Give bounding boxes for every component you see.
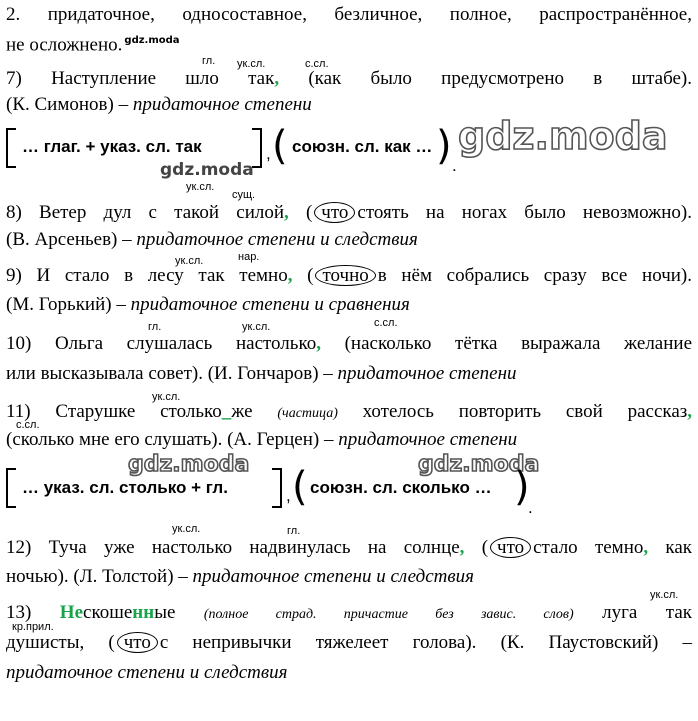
comma-mark: ,	[287, 265, 293, 286]
watermark-logo: gdz.moda	[458, 114, 668, 158]
sentence-source: или высказывала совет). (И. Гончаров) –	[6, 363, 333, 384]
sentence-11-line-2	[6, 429, 692, 451]
sentence-text: (насколько тётка выражала желание	[344, 333, 693, 354]
comma-mark: ,	[687, 401, 693, 422]
grammar-note: (частица)	[277, 406, 338, 421]
sentence-text: 7) Наступление шло так	[6, 68, 275, 89]
grammar-note: (полное страд. причастие без завис. слов)	[203, 607, 574, 622]
sentence-text: 12) Туча уже настолько надвинулась на солнце	[6, 537, 460, 558]
sentence-10-line-2	[6, 363, 692, 385]
scheme-sub-clause: союзн. сл. как …	[292, 137, 433, 156]
analysis-line-2	[6, 30, 692, 56]
comma-mark: ,	[459, 537, 465, 558]
circled-conjunction: что	[117, 632, 158, 653]
scheme-separator: ,	[286, 486, 291, 505]
highlight-prefix: Не	[59, 602, 84, 623]
sentence-number: 13)	[6, 602, 32, 623]
sentence-source: (М. Горький) –	[6, 294, 126, 315]
label-verb: гл.	[202, 55, 216, 67]
scheme-main-clause: … глаг. + указ. сл. так	[22, 137, 202, 156]
sentence-type: придаточное степени	[337, 363, 517, 384]
sentence-12-line-2	[6, 566, 692, 588]
label-demonstrative: ук.сл.	[186, 181, 215, 193]
sentence-text: 10) Ольга слушалась настолько	[6, 333, 317, 354]
sentence-type: придаточное степени и следствия	[136, 229, 418, 250]
bracket-open	[6, 468, 16, 508]
sentence-12-line-1: 12) Туча уже настолько надвинулась на солнце, ( что стало темно, как	[6, 537, 692, 558]
sentence-source: (сколько мне его слушать). (А. Герцен) –	[6, 429, 334, 450]
label-adverb: нар.	[238, 251, 260, 263]
circled-conjunction: что	[490, 537, 531, 558]
circled-conjunction: что	[314, 202, 355, 223]
paren-open: (	[292, 464, 308, 510]
sentence-source: (В. Арсеньев) –	[6, 229, 132, 250]
sentence-text: стоять на ногах было невозможно).	[357, 202, 693, 223]
sentence-text: 11) Старушке столько	[6, 401, 222, 422]
watermark-logo: gdz.moda	[128, 452, 250, 477]
comma-mark: ,	[284, 202, 289, 223]
bracket-close	[272, 468, 282, 508]
sentence-13-line-3	[6, 662, 692, 684]
sentence-13-line-1	[6, 602, 692, 626]
analysis-text: не осложнено.	[6, 34, 123, 56]
scheme-end: .	[528, 498, 533, 517]
sentence-text: в нём собрались сразу все ночи).	[377, 265, 693, 286]
analysis-text: 2. придаточное, односоставное, безличное, полное, распространённое,	[6, 4, 692, 25]
scheme-end: .	[452, 156, 457, 175]
comma-mark: ,	[643, 537, 649, 558]
sentence-type: придаточное степени	[132, 94, 312, 115]
paren-close: )	[436, 123, 452, 169]
highlight-nn: нн	[132, 602, 155, 623]
particle-word: же	[231, 401, 253, 422]
sentence-7-line-2	[6, 94, 692, 116]
scheme-separator: ,	[266, 144, 271, 163]
sentence-text: стало темно	[533, 537, 644, 558]
label-demonstrative: ук.сл.	[172, 523, 201, 535]
sentence-text: луга так	[602, 602, 692, 623]
sentence-13-line-2: душисты, ( что с непривычки тяжелеет голова). (К. Паустовский) –	[6, 632, 693, 653]
sentence-source: ночью). (Л. Толстой) –	[6, 566, 188, 587]
word-part: скоше	[83, 602, 133, 623]
sentence-7-line-1	[6, 68, 692, 90]
label-verb: гл.	[148, 321, 162, 333]
paren-open: (	[272, 123, 288, 169]
scheme-main-clause: … указ. сл. столько + гл.	[22, 478, 228, 497]
analysis-line-1	[6, 4, 692, 26]
sentence-text: душисты,	[6, 632, 85, 653]
sentence-11-line-1: 11) Старушке столько_же (частица) хотелось повторить свой рассказ,	[6, 401, 693, 422]
word-part: ые	[154, 602, 176, 623]
label-conjunctive: с.сл.	[16, 419, 40, 431]
label-conjunctive: с.сл.	[374, 317, 398, 329]
sentence-text: (как было предусмотрено в штабе).	[308, 68, 692, 89]
sentence-8-line-1: 8) Ветер дул с такой силой, ( что стоять на ногах было невозможно).	[6, 202, 693, 223]
paren-close: )	[514, 464, 530, 510]
sentence-text: 9) И стало в лесу так темно	[6, 265, 288, 286]
label-demonstrative: ук.сл.	[152, 391, 181, 403]
watermark-logo: gdz.moda	[160, 160, 254, 180]
circled-conjunction: точно	[315, 265, 375, 286]
label-short-adjective: кр.прил.	[12, 621, 54, 633]
label-conjunctive: с.сл.	[305, 58, 329, 70]
label-demonstrative: ук.сл.	[650, 589, 679, 601]
sentence-text: с непривычки тяжелеет голова). (К. Паустовский) –	[159, 632, 693, 653]
scheme-sub-clause: союзн. сл. сколько …	[310, 478, 492, 497]
sentence-text: как	[665, 537, 692, 558]
watermark-logo: gdz.moda	[418, 452, 540, 477]
label-demonstrative: ук.сл.	[237, 58, 266, 70]
sentence-9-line-1: 9) И стало в лесу так темно, ( точно в нём собрались сразу все ночи).	[6, 265, 693, 286]
sentence-8-line-2	[6, 229, 692, 251]
sentence-type: придаточное степени	[338, 429, 518, 450]
sentence-type: придаточное степени и следствия	[6, 662, 288, 683]
sentence-type: придаточное степени и сравнения	[130, 294, 410, 315]
label-demonstrative: ук.сл.	[242, 321, 271, 333]
comma-mark: ,	[316, 333, 321, 354]
bracket-open	[6, 128, 16, 168]
watermark-inline: gdz.moda	[124, 35, 180, 46]
sentence-9-line-2	[6, 294, 692, 316]
sentence-source: (К. Симонов) –	[6, 94, 129, 115]
sentence-type: придаточное степени и следствия	[192, 566, 474, 587]
label-demonstrative: ук.сл.	[175, 255, 204, 267]
comma-mark: ,	[274, 68, 280, 89]
sentence-10-line-1	[6, 333, 692, 355]
sentence-text: 8) Ветер дул с такой силой	[6, 202, 285, 223]
label-verb: гл.	[287, 525, 301, 537]
label-noun: сущ.	[232, 189, 256, 201]
sentence-text: хотелось повторить свой рассказ	[362, 401, 688, 422]
